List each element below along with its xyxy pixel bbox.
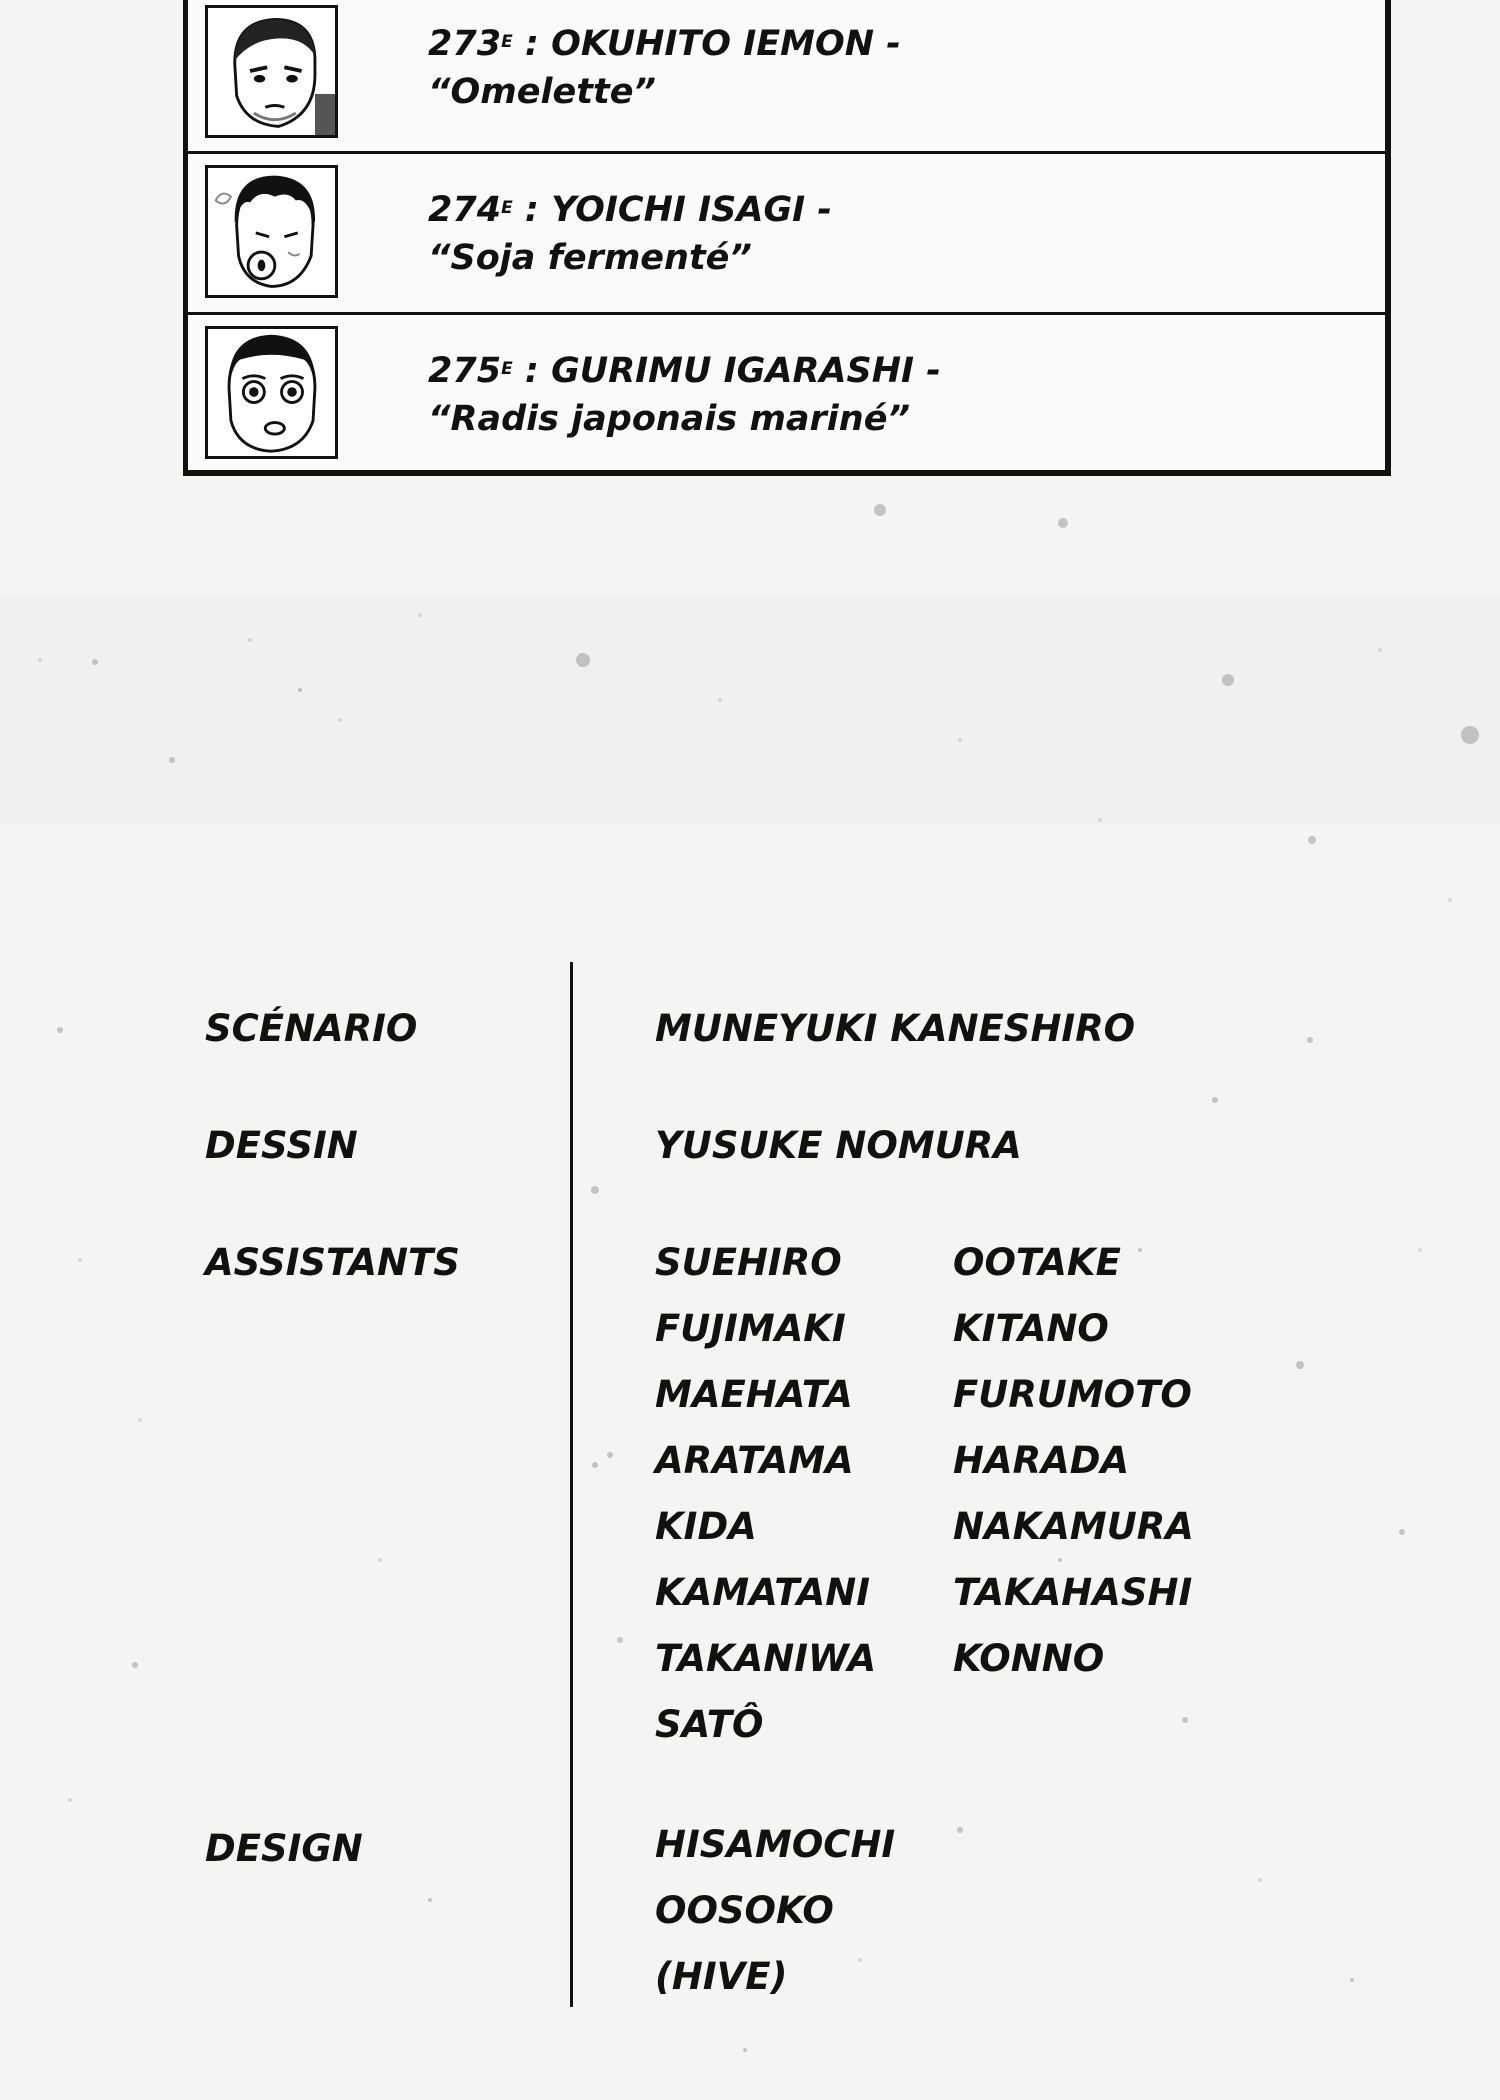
assistant-name: FURUMOTO: [953, 1373, 1192, 1416]
assistant-name: HARADA: [953, 1439, 1130, 1482]
assistant-name: TAKAHASHI: [953, 1571, 1193, 1614]
favorite-food: “Radis japonais mariné”: [428, 399, 910, 439]
rank-number: $273^E$: [428, 24, 513, 64]
ranking-entry-text: $275^E$ : GURIMU IGARASHI - “Radis japonais mariné”: [428, 347, 941, 443]
design-name: (HIVE): [655, 1955, 788, 1998]
character-name: OKUHITO IEMON: [551, 24, 875, 64]
assistant-name: TAKANIWA: [655, 1637, 877, 1680]
character-name: YOICHI ISAGI: [551, 190, 806, 230]
rank-number: $275^E$: [428, 351, 513, 391]
credit-label-scenario: SCÉNARIO: [205, 1007, 418, 1050]
credit-value-dessin: YUSUKE NOMURA: [655, 1124, 1022, 1167]
ranking-table: [183, 0, 1391, 476]
credit-label-assistants: ASSISTANTS: [205, 1241, 460, 1284]
assistant-name: OOTAKE: [953, 1241, 1121, 1284]
assistant-name: SATÔ: [655, 1703, 764, 1746]
character-portrait: [205, 5, 338, 138]
assistant-name: NAKAMURA: [953, 1505, 1194, 1548]
character-name: GURIMU IGARASHI: [551, 351, 915, 391]
design-name: OOSOKO: [655, 1889, 834, 1932]
design-name: HISAMOCHI: [655, 1823, 896, 1866]
assistant-name: SUEHIRO: [655, 1241, 842, 1284]
assistant-name: KAMATANI: [655, 1571, 870, 1614]
credit-value-scenario: MUNEYUKI KANESHIRO: [655, 1007, 1136, 1050]
assistant-name: KONNO: [953, 1637, 1105, 1680]
assistant-name: KIDA: [655, 1505, 757, 1548]
credits-divider: [570, 962, 573, 2007]
assistant-name: MAEHATA: [655, 1373, 853, 1416]
assistant-name: FUJIMAKI: [655, 1307, 846, 1350]
ranking-entry-text: $274^E$ : YOICHI ISAGI - “Soja fermenté”: [428, 186, 832, 282]
ranking-row: [188, 315, 1385, 470]
ranking-row: [188, 154, 1385, 315]
favorite-food: “Omelette”: [428, 72, 656, 112]
assistant-name: ARATAMA: [655, 1439, 854, 1482]
favorite-food: “Soja fermenté”: [428, 238, 752, 278]
rank-number: $274^E$: [428, 190, 513, 230]
ranking-row: [188, 0, 1385, 154]
ranking-entry-text: $273^E$ : OKUHITO IEMON - “Omelette”: [428, 20, 901, 116]
credit-label-design: DESIGN: [205, 1827, 363, 1870]
character-portrait: [205, 165, 338, 298]
character-portrait: [205, 326, 338, 459]
credit-label-dessin: DESSIN: [205, 1124, 358, 1167]
assistant-name: KITANO: [953, 1307, 1109, 1350]
